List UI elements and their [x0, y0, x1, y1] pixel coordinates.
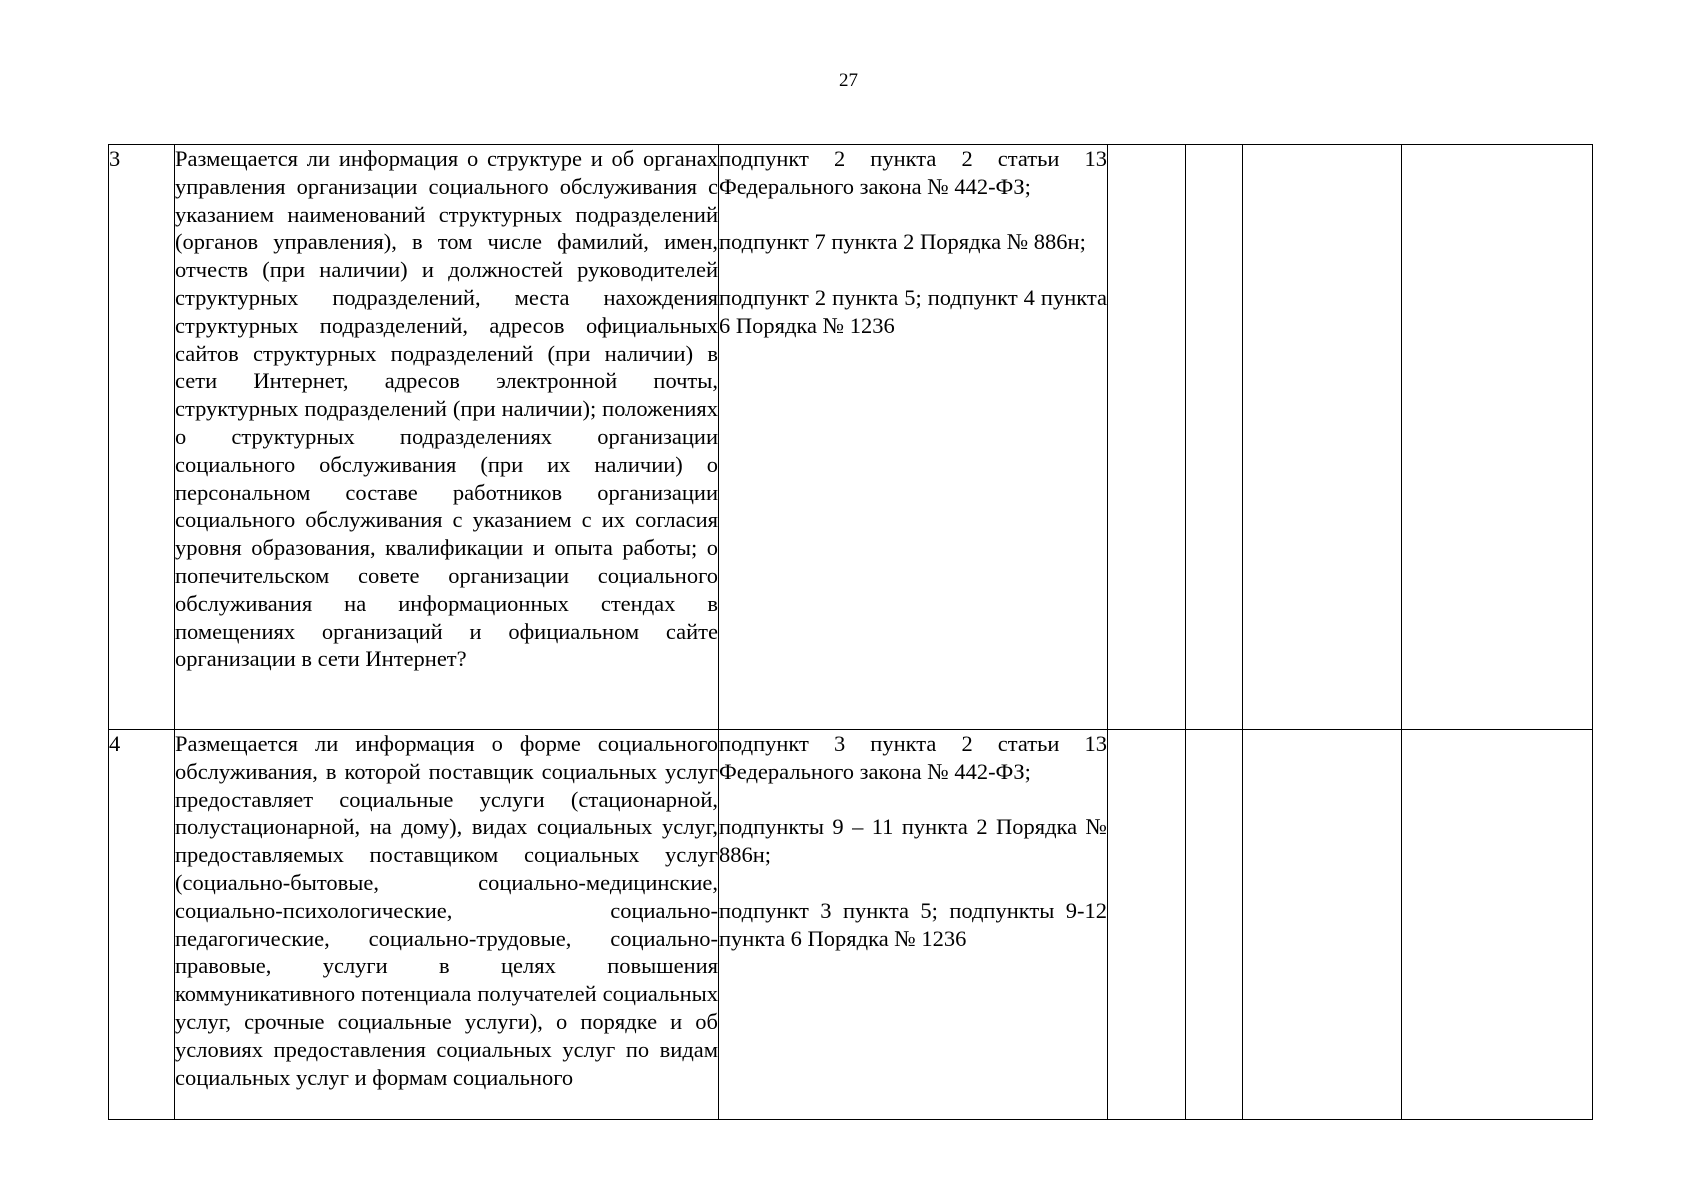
legal-reference: подпункт 2 пункта 2 статьи 13 Федерального закона № 442-ФЗ; — [719, 146, 1107, 199]
legal-reference: подпункт 7 пункта 2 Порядка № 886н; — [719, 229, 1086, 255]
empty-cell — [1108, 145, 1186, 730]
empty-cell — [1402, 730, 1593, 1120]
empty-cell — [1186, 145, 1243, 730]
table-row — [109, 145, 1593, 730]
question-cell: Размещается ли информация о структуре и об органах управления организации социального обслуживания с указанием наименований структурных подразделений (органов управления), в том числе фамилий, имен, отчеств (при наличии) и должностей руководителей структурных подразделений, места нахождения структурных подразделений, адресов официальных сайтов структурных подразделений (при наличии) в сети Интернет, адресов электронной почты, структурных подразделений (при наличии); положениях о структурных подразделениях организации социального обслуживания (при их наличии) о персональном составе работников организации социального обслуживания с указанием с их согласия уровня образования, квалификации и опыта работы; о попечительском совете организации социального обслуживания на информационных стендах в помещениях организаций и официальном сайте организации в сети Интернет? — [175, 145, 719, 730]
row-number: 4 — [109, 731, 121, 756]
empty-cell — [1402, 145, 1593, 730]
row-number: 3 — [109, 146, 121, 171]
legal-reference-cell — [719, 145, 1108, 730]
question-cell: Размещается ли информация о форме социального обслуживания, в которой поставщик социальных услуг предоставляет социальные услуги (стационарной, полустационарной, на дому), видах социальных услуг, предоставляемых поставщиком социальных услуг (социально-бытовые, социально-медицинские, социально-психологические, социально-педагогические, социально-трудовые, социально-правовые, услуги в целях повышения коммуникативного потенциала получателей социальных услуг, срочные социальные услуги), о порядке и об условиях предоставления социальных услуг по видам социальных услуг и формам социального — [175, 730, 719, 1120]
empty-cell — [1243, 730, 1402, 1120]
empty-cell — [1108, 730, 1186, 1120]
row-number-cell — [109, 730, 175, 1120]
empty-cell — [1186, 730, 1243, 1120]
legal-reference: подпункт 2 пункта 5; подпункт 4 пункта 6 Порядка № 1236 — [719, 284, 1107, 338]
table-row — [109, 730, 1593, 1120]
legal-reference-cell — [719, 730, 1108, 1120]
empty-cell — [1243, 145, 1402, 730]
legal-reference: подпункт 3 пункта 5; подпункты 9-12 пункта 6 Порядка № 1236 — [719, 897, 1107, 951]
row-number-cell — [109, 145, 175, 730]
page-number: 27 — [839, 70, 858, 91]
legal-reference: подпункт 3 пункта 2 статьи 13 Федерального закона № 442-ФЗ; — [719, 731, 1107, 784]
legal-reference: подпункты 9 – 11 пункта 2 Порядка № 886н; — [719, 814, 1107, 868]
checklist-table — [108, 144, 1593, 1120]
